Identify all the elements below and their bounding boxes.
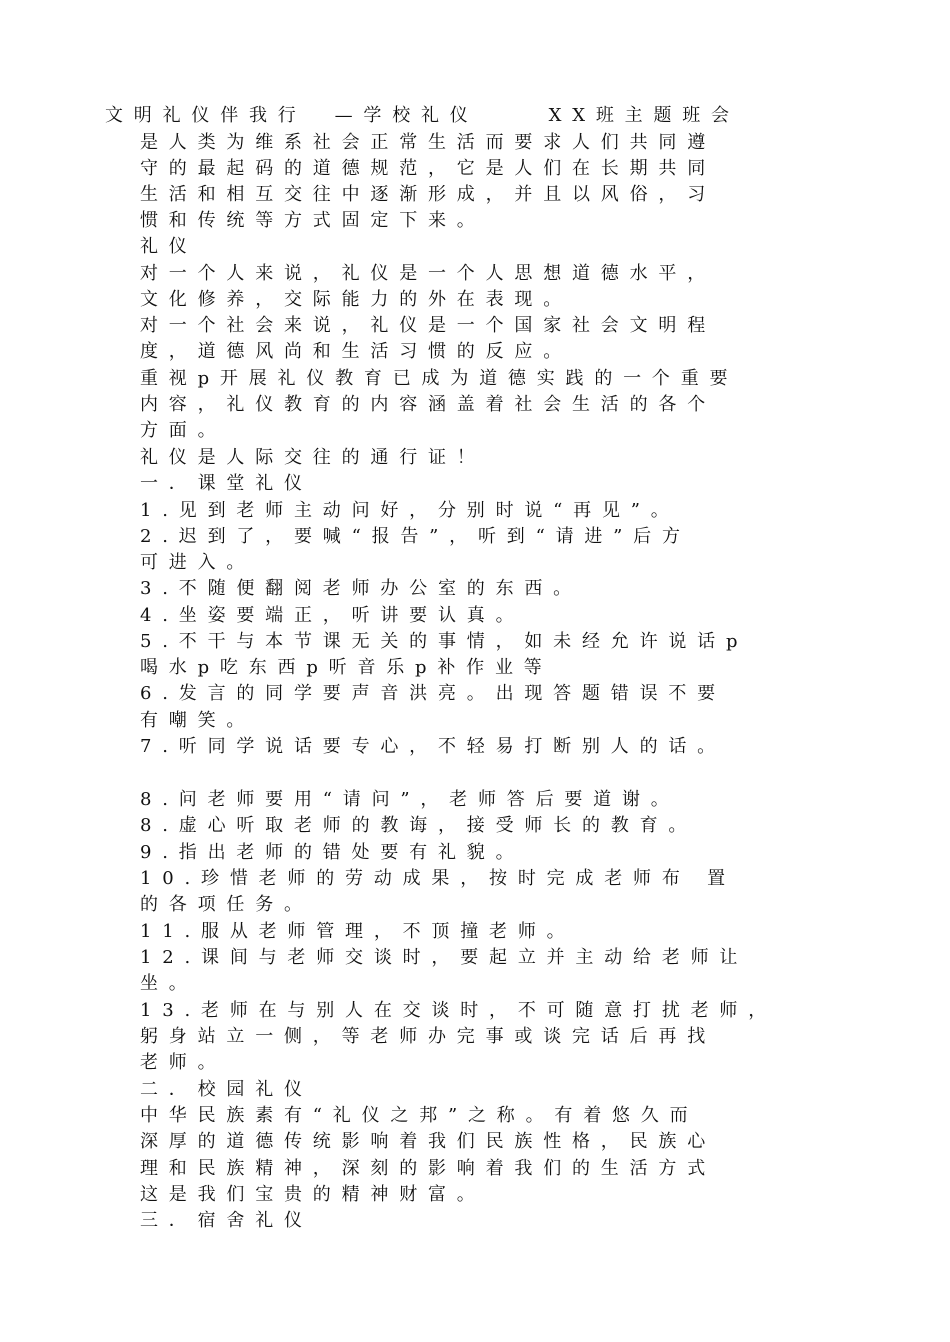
text-line: 生活和相互交往中逐渐形成，并且以风俗，习 — [140, 184, 716, 205]
title-sub: —学校礼仪 — [334, 105, 479, 126]
list-item: 11.服从老师管理，不顶撞老师。 — [140, 921, 576, 942]
text-line: 方面。 — [140, 420, 227, 441]
title-line — [105, 104, 740, 128]
section-heading: 二．校园礼仪 — [140, 1079, 313, 1100]
list-item: 7.听同学说话要专心，不轻易打断别人的话。 — [140, 736, 726, 757]
text-line: 对一个社会来说，礼仪是一个国家社会文明程 — [140, 315, 716, 336]
list-item: 躬身站立一侧，等老师办完事或谈完话后再找 — [140, 1026, 716, 1047]
text-line: 理和民族精神，深刻的影响着我们的生活方式 — [140, 1158, 716, 1179]
text-line: 内容，礼仪教育的内容涵盖着社会生活的各个 — [140, 394, 716, 415]
section-heading: 三．宿舍礼仪 — [140, 1210, 313, 1231]
list-item: 3.不随便翻阅老师办公室的东西。 — [140, 578, 582, 599]
list-item: 可进入。 — [140, 552, 256, 573]
list-item: 喝水p吃东西p听音乐p补作业等 — [140, 657, 553, 678]
text-line: 礼仪是人际交往的通行证！ — [140, 447, 486, 468]
list-item: 8.虚心听取老师的教诲，接受师长的教育。 — [140, 815, 698, 836]
text-line: 这是我们宝贵的精神财富。 — [140, 1184, 486, 1205]
list-item: 8.问老师要用“请问”，老师答后要道谢。 — [140, 789, 680, 810]
section-heading: 礼仪 — [140, 236, 198, 257]
list-item: 2.迟到了，要喊“报告”，听到“请进”后方 — [140, 526, 691, 547]
text-line: 守的最起码的道德规范，它是人们在长期共同 — [140, 158, 716, 179]
list-item: 13.老师在与别人在交谈时，不可随意打扰老师， — [140, 1000, 778, 1021]
text-line: 对一个人来说，礼仪是一个人思想道德水平， — [140, 263, 716, 284]
list-item: 坐。 — [140, 973, 198, 994]
title-class: XX班主题班会 — [548, 105, 740, 126]
text-line: 重视p开展礼仪教育已成为道德实践的一个重要 — [140, 368, 739, 389]
list-item: 老师。 — [140, 1052, 227, 1073]
list-item: 12.课间与老师交谈时，要起立并主动给老师让 — [140, 947, 749, 968]
text-line: 度，道德风尚和生活习惯的反应。 — [140, 341, 572, 362]
list-item: 10.珍惜老师的劳动成果，按时完成老师布 置 — [140, 868, 736, 889]
section-heading: 一．课堂礼仪 — [140, 473, 313, 494]
list-item: 1.见到老师主动问好，分别时说“再见”。 — [140, 500, 680, 521]
text-line: 是人类为维系社会正常生活而要求人们共同遵 — [140, 132, 716, 153]
list-item: 有嘲笑。 — [140, 710, 256, 731]
list-item: 4.坐姿要端正，听讲要认真。 — [140, 605, 525, 626]
text-line: 中华民族素有“礼仪之邦”之称。有着悠久而 — [140, 1105, 699, 1126]
list-item: 5.不干与本节课无关的事情，如未经允许说话p — [140, 631, 749, 652]
text-line: 深厚的道德传统影响着我们民族性格，民族心 — [140, 1131, 716, 1152]
text-line: 惯和传统等方式固定下来。 — [140, 210, 486, 231]
list-item: 的各项任务。 — [140, 894, 313, 915]
list-item: 6.发言的同学要声音洪亮。出现答题错误不要 — [140, 683, 726, 704]
text-line: 文化修养，交际能力的外在表现。 — [140, 289, 572, 310]
list-item: 9.指出老师的错处要有礼貌。 — [140, 842, 525, 863]
title-main: 文明礼仪伴我行 — [105, 105, 307, 126]
